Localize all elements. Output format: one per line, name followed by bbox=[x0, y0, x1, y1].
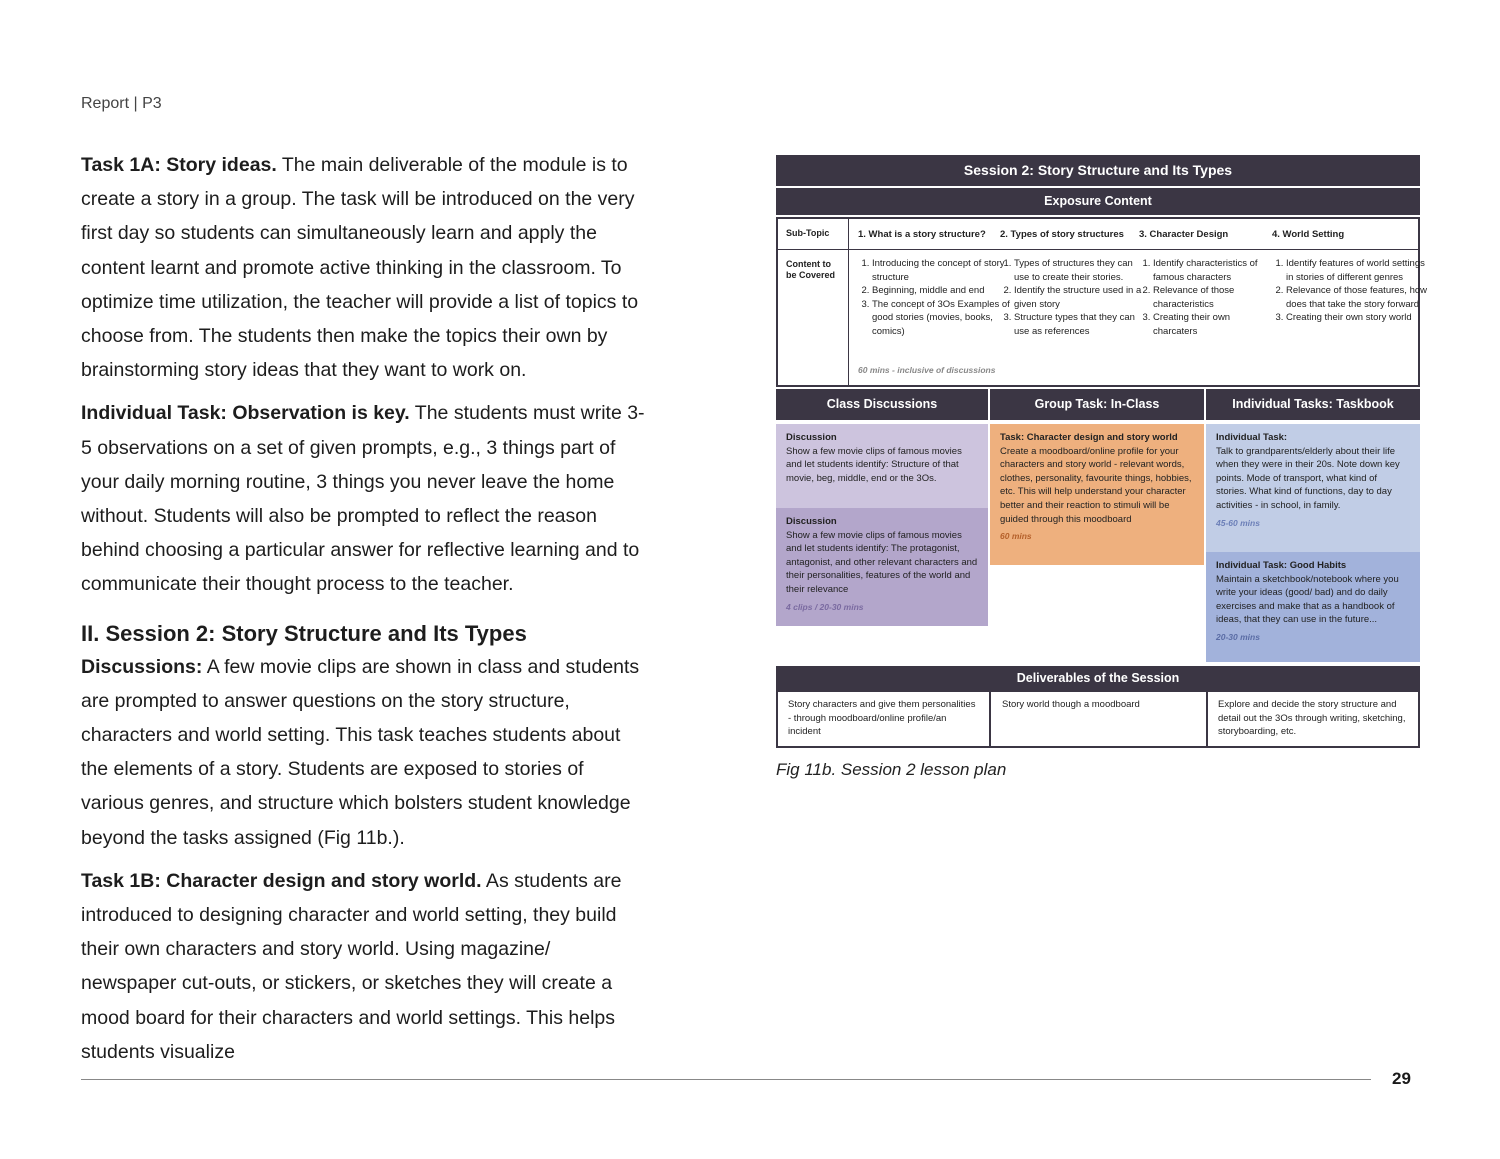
paragraph-discussions bbox=[81, 650, 651, 855]
subtopic-item: 2. Beginning, middle and end bbox=[872, 284, 1012, 298]
row-labels bbox=[778, 219, 849, 385]
figure-caption: Fig 11b. Session 2 lesson plan bbox=[776, 760, 1007, 779]
group-task-title: Task: Character design and story world bbox=[1000, 432, 1178, 443]
individual-task-time: 45-60 mins bbox=[1216, 517, 1260, 528]
subtopic-items bbox=[858, 257, 1012, 339]
section-heading: II. Session 2: Story Structure and Its Types bbox=[81, 620, 527, 646]
header-group-task: Group Task: In-Class bbox=[990, 389, 1204, 420]
text-observation: The students must write 3-5 observations on a set of given prompts, e.g., 3 things part of your daily morning routine, 3 things you never leave the home without. Students will also be prompted to reflect the reason behind choosing a particular answer for reflective learning and to communicate their thought process to the teacher. bbox=[81, 402, 645, 596]
subtopic-items bbox=[1272, 257, 1428, 325]
exposure-heading: Exposure Content bbox=[776, 188, 1420, 215]
subtopic-title: 1. What is a story structure? bbox=[858, 229, 986, 240]
subtopic-item: 3. The concept of 3Os Examples of good stories (movies, books, comics) bbox=[872, 298, 1012, 339]
subtopic-item: 3. Creating their own story world bbox=[1286, 311, 1428, 325]
row-label-subtopic: Sub-Topic bbox=[786, 228, 830, 238]
figure-title: Session 2: Story Structure and Its Types bbox=[776, 155, 1420, 186]
activities-grid bbox=[776, 389, 1420, 661]
discussion-block bbox=[776, 424, 988, 508]
good-habits-block bbox=[1206, 552, 1420, 662]
individual-task-block bbox=[1206, 424, 1420, 552]
lead-observation: Individual Task: Observation is key. bbox=[81, 402, 410, 425]
subtopic-title: 3. Character Design bbox=[1139, 229, 1229, 240]
good-habits-text: Maintain a sketchbook/notebook where you write your ideas (good/ bad) and do daily exercises and make that as a handbook of ideas, that they can use in the future... bbox=[1216, 573, 1399, 626]
good-habits-time: 20-30 mins bbox=[1216, 631, 1260, 642]
exposure-table bbox=[776, 217, 1428, 387]
header-individual-tasks: Individual Tasks: Taskbook bbox=[1206, 389, 1420, 420]
subtopic-item: 1. Identify characteristics of famous characters bbox=[1153, 257, 1273, 284]
page-number: 29 bbox=[1392, 1069, 1411, 1088]
discussion-time: 4 clips / 20-30 mins bbox=[786, 601, 864, 612]
group-task-text: Create a moodboard/online profile for your characters and story world - relevant words, clothes, personality, favourite things, hobbies, etc. This will help understand your character better and their reaction to stimuli will be guided through this moodboard bbox=[1000, 445, 1192, 525]
subtopic-item: 1. Introducing the concept of story structure bbox=[872, 257, 1012, 284]
subtopic-title: 4. World Setting bbox=[1272, 229, 1345, 240]
text-task-1b: As students are introduced to designing character and world setting, they build their own characters and story world. Using magazine/ newspaper cut-outs, or stickers, or sketches they will create a mood board for their characters and world settings. This helps students visualize bbox=[81, 869, 622, 1063]
subtopic-item: 3. Structure types that they can use as references bbox=[1014, 311, 1144, 338]
body-text bbox=[81, 148, 651, 1078]
subtopic-item: 3. Creating their own charcaters bbox=[1153, 311, 1273, 338]
header-class-discussions: Class Discussions bbox=[776, 389, 988, 420]
deliverables-row bbox=[776, 690, 1420, 748]
individual-task-text: Talk to grandparents/elderly about their life when they were in their 20s. Note down key points. Mode of transport, what kind of stories. What kind of functions, day to day activities - in school, in family. bbox=[1216, 445, 1400, 511]
lead-discussions: Discussions: bbox=[81, 655, 203, 678]
lead-task-1a: Task 1A: Story ideas. bbox=[81, 154, 277, 176]
discussion-title: Discussion bbox=[786, 516, 837, 527]
row-label-content: Content to be Covered bbox=[786, 259, 836, 280]
discussion-block bbox=[776, 508, 988, 626]
deliverable-cell: Explore and decide the story structure and detail out the 3Os through writing, sketching, storyboarding, etc. bbox=[1218, 699, 1406, 738]
text-task-1a: The main deliverable of the module is to create a story in a group. The task will be introduced on the very first day so students can simultaneously learn and apply the content learnt and promote active thinking in the classroom. To optimize time utilization, the teacher will provide a list of topics to choose from. The students then make the topics their own by brainstorming story ideas that they want to work on. bbox=[81, 154, 639, 382]
row-divider bbox=[778, 249, 848, 250]
footer-divider bbox=[81, 1079, 1371, 1080]
subtopic-item: 2. Relevance of those characteristics bbox=[1153, 284, 1273, 311]
discussion-text: Show a few movie clips of famous movies and let students identify: Structure of that movie, beg, middle, end or the 3Os. bbox=[786, 445, 962, 484]
discussion-text: Show a few movie clips of famous movies and let students identify: The protagonist, antagonist, and other relevant characters and their personalities, features of the world and their relevance bbox=[786, 529, 978, 595]
subtopic-item: 1. Types of structures they can use to create their stories. bbox=[1014, 257, 1144, 284]
subtopic-items bbox=[1000, 257, 1144, 339]
group-task-block bbox=[990, 424, 1204, 565]
subtopic-items bbox=[1139, 257, 1273, 339]
paragraph-task-1b bbox=[81, 864, 651, 1069]
subtopic-item: 2. Relevance of those features, how does that take the story forward bbox=[1286, 284, 1428, 311]
exposure-time: 60 mins - inclusive of discussions bbox=[858, 365, 996, 375]
deliverables-heading: Deliverables of the Session bbox=[776, 666, 1420, 690]
paragraph-observation bbox=[81, 396, 651, 601]
subtopic-item: 2. Identify the structure used in a given story bbox=[1014, 284, 1144, 311]
deliverable-cell: Story world though a moodboard bbox=[992, 692, 1208, 746]
group-task-time: 60 mins bbox=[1000, 531, 1032, 542]
paragraph-task-1a bbox=[81, 148, 651, 387]
deliverable-cell: Story characters and give them personalities - through moodboard/online profile/an incident bbox=[778, 692, 991, 746]
subtopic-item: 1. Identify features of world settings in stories of different genres bbox=[1286, 257, 1428, 284]
subtopic-title: 2. Types of story structures bbox=[1000, 229, 1124, 240]
good-habits-title: Individual Task: Good Habits bbox=[1216, 560, 1347, 571]
text-discussions: A few movie clips are shown in class and students are prompted to answer questions on the story structure, characters and world setting. This task teaches students about the elements of a story. Students are exposed to stories of various genres, and structure which bolsters student knowledge beyond the tasks assigned (Fig 11b.). bbox=[81, 655, 640, 849]
individual-task-title: Individual Task: bbox=[1216, 432, 1288, 443]
lead-task-1b: Task 1B: Character design and story world. bbox=[81, 869, 482, 892]
running-header: Report | P3 bbox=[81, 95, 162, 112]
discussion-title: Discussion bbox=[786, 432, 837, 443]
lesson-plan-figure bbox=[776, 155, 1428, 748]
